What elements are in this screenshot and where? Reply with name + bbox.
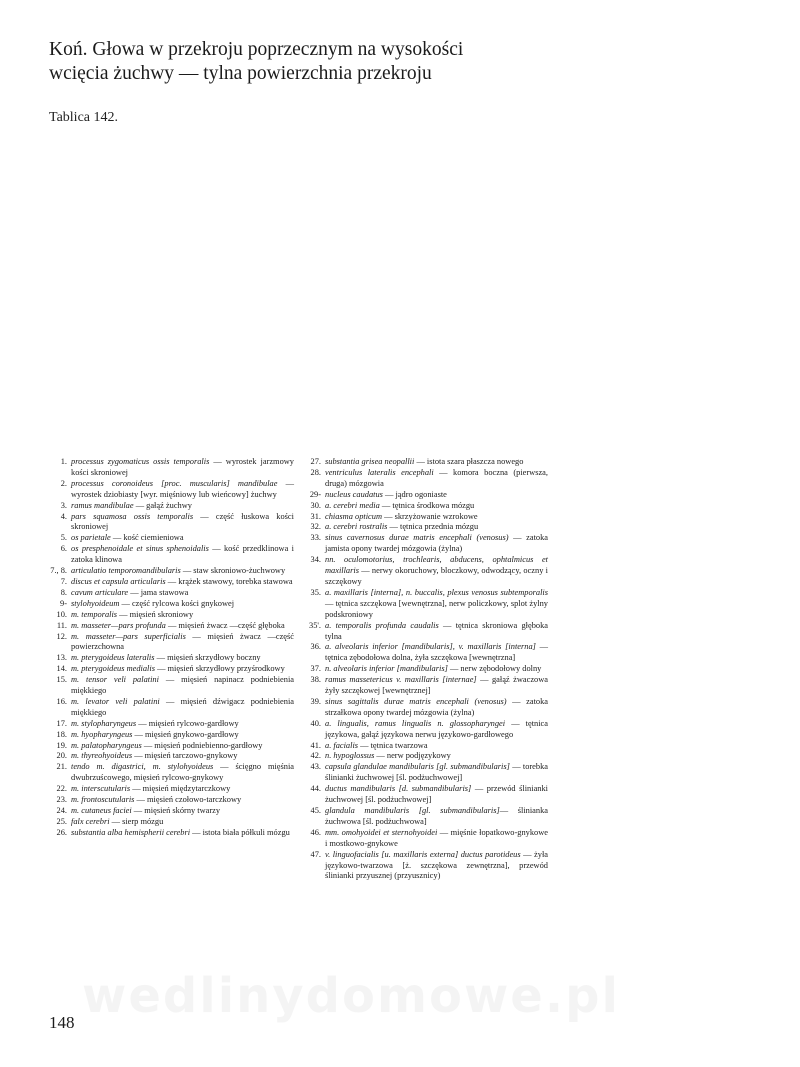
legend-polish-term: — zatoka jamista opony twardej mózgowia (żylna): [325, 533, 548, 554]
legend-polish-term: — tętnica twarzowa: [358, 740, 428, 750]
legend-entry: [304, 850, 548, 883]
legend-number: 40.: [310, 718, 321, 728]
legend-entry: [50, 479, 294, 501]
legend-polish-term: — nerw zębodołowy dolny: [447, 664, 542, 674]
legend-entry: [50, 751, 294, 762]
title-line-2: wcięcia żuchwy — tylna powierzchnia przekroju: [49, 63, 432, 84]
legend-latin-term: n. hypoglossus: [325, 751, 375, 761]
legend-entry: [50, 599, 294, 610]
legend-latin-term: ramus massetericus v. maxillaris [internae]: [325, 675, 477, 685]
legend-number: 22.: [56, 784, 67, 794]
legend-number: 35.: [310, 587, 321, 597]
legend-polish-term: — mięsień podniebienno-gardłowy: [141, 740, 263, 750]
legend-number: 15.: [56, 675, 67, 685]
legend-polish-term: — istota biała półkuli mózgu: [190, 827, 290, 837]
legend-polish-term: — mięsień międzytarczkowy: [130, 784, 231, 794]
legend-latin-term: m. hyopharyngeus: [71, 729, 133, 739]
legend-number: 46.: [310, 827, 321, 837]
legend-polish-term: — gałąź żuchwy: [133, 500, 192, 510]
legend-number: 34.: [310, 555, 321, 565]
legend-polish-term: — skrzyżowanie wzrokowe: [382, 511, 478, 521]
legend-polish-term: — tętnica zębodołowa dolna, żyła szczękowa [wewnętrzna]: [325, 642, 548, 663]
legend-polish-term: — torebka ślinianki żuchwowej [śl. podżuchwowej]: [325, 762, 548, 783]
legend-entry: [304, 490, 548, 501]
legend-entry: [50, 697, 294, 719]
legend-polish-term: — wyrostek jarzmowy kości skroniowej: [71, 457, 294, 477]
legend-entry: [304, 457, 548, 468]
legend-entry: [50, 741, 294, 752]
legend-number: 42.: [310, 751, 321, 761]
legend-latin-term: ventriculus lateralis encephali: [325, 467, 434, 477]
legend-polish-term: — mięsień skrzydłowy przyśrodkowy: [154, 664, 285, 674]
legend-latin-term: ramus mandibulae: [71, 500, 134, 510]
legend-latin-term: m. pterygoideus medialis: [71, 664, 155, 674]
legend-latin-term: mm. omohyoidei et sternohyoidei: [325, 827, 438, 837]
legend-number: 4.: [60, 511, 67, 521]
legend-number: 43.: [310, 762, 321, 772]
legend-entry: [50, 632, 294, 654]
legend-entry: [50, 501, 294, 512]
legend-polish-term: — nerwy okoruchowy, bloczkowy, odwodzący, oczny i szczękowy: [325, 566, 548, 586]
legend-latin-term: substantia grisea neopallii: [325, 457, 415, 466]
legend-number: 7.: [60, 576, 67, 586]
legend-polish-term: — staw skroniowo-żuchwowy: [180, 566, 286, 576]
legend-number: 19.: [56, 740, 67, 750]
legend-latin-term: sinus cavernosus durae matris encephali (venosus): [325, 533, 509, 543]
legend-latin-term: m. frontoscutularis: [71, 795, 135, 805]
legend-latin-term: v. linguofacialis [u. maxillaris externa] ductus parotideus: [325, 849, 521, 859]
legend-polish-term: — ślinianka żuchwowa [śl. podżuchwowa]: [325, 806, 548, 826]
legend-number: 44.: [310, 784, 321, 794]
legend-entry: [50, 828, 294, 839]
legend-entry: [304, 751, 548, 762]
legend-polish-term: — wyrostek dziobiasty [wyr. mięśniowy lub wieńcowy] żuchwy: [71, 478, 294, 499]
legend-number: 16.: [56, 696, 67, 706]
legend-entry: [304, 762, 548, 784]
legend-number: 21.: [56, 762, 67, 772]
legend-entry: [50, 544, 294, 566]
legend-polish-term: — mięsień żwacz —część głęboka: [165, 620, 285, 630]
legend-polish-term: — część rylcowa kości gnykowej: [119, 598, 235, 608]
legend-polish-term: — zatoka strzałkowa opony twardej mózgowia (żylna): [325, 696, 549, 717]
page-title: [49, 38, 749, 86]
legend-latin-term: m. interscutularis: [71, 784, 131, 794]
legend-number: 10.: [56, 609, 67, 619]
legend-number: 23.: [56, 795, 67, 805]
legend-latin-term: m. pterygoideus lateralis: [71, 653, 155, 663]
legend-polish-term: — przewód ślinianki żuchwowej [śl. podżuchwowej]: [325, 784, 548, 805]
legend-entry: [304, 697, 548, 719]
legend-number: 24.: [56, 806, 67, 815]
legend-number: 8.: [60, 587, 67, 597]
legend-entry: [50, 817, 294, 828]
legend-latin-term: a. lingualis, ramus lingualis n. glossopharyngei: [325, 718, 506, 728]
legend-polish-term: — tętnica szczękowa [wewnętrzna], nerw policzkowy, splot żylny podskroniowy: [325, 598, 548, 619]
plate-number: Tablica 142.: [49, 110, 118, 125]
legend-number: 27.: [310, 457, 321, 466]
legend-latin-term: glandula mandibularis [gl. submandibularis]: [325, 806, 500, 815]
legend-entry: [304, 664, 548, 675]
legend-entry: [50, 664, 294, 675]
legend-latin-term: a. cerebri media: [325, 500, 380, 510]
legend-entry: [304, 719, 548, 741]
legend-number: 1.: [60, 457, 67, 466]
legend-number: 33.: [310, 533, 321, 543]
legend-polish-term: — mięsień gnykowo-gardłowy: [132, 729, 239, 739]
legend-polish-term: — mięsień skórny twarzy: [131, 806, 221, 815]
legend-number: 41.: [310, 740, 321, 750]
legend-entry: [304, 621, 548, 643]
legend-latin-term: m. thyreohyoideus: [71, 751, 133, 761]
legend-entry: [304, 512, 548, 523]
legend-entry: [304, 522, 548, 533]
legend-number: 37.: [310, 664, 321, 674]
legend-number: 45.: [310, 806, 321, 815]
legend-number: 36.: [310, 642, 321, 652]
legend-polish-term: — mięsień rylcowo-gardłowy: [136, 718, 239, 728]
legend-number: 31.: [310, 511, 321, 521]
legend-entry: [50, 653, 294, 664]
watermark: [82, 968, 620, 1024]
legend-number: 11.: [56, 620, 67, 630]
legend-entry: [50, 512, 294, 534]
legend-latin-term: sinus sagittalis durae matris encephali (venosus): [325, 696, 507, 706]
legend-latin-term: a. maxillaris [interna], n. buccalis, plexus venosus subtemporalis: [325, 587, 548, 597]
legend-latin-term: os presphenoidale et sinus sphenoidalis: [71, 544, 209, 554]
legend-latin-term: m. levator veli palatini: [71, 696, 160, 706]
legend-number: 12.: [56, 631, 67, 641]
legend-polish-term: — mięsień czołowo-tarczkowy: [134, 795, 242, 805]
legend-number: 26.: [56, 827, 67, 837]
legend-entry: [304, 675, 548, 697]
legend-polish-term: — mięsień dźwigacz podniebienia miękkiego: [71, 696, 294, 717]
legend-entry: [50, 577, 294, 588]
legend-polish-term: — kość przedklinowa i zatoka klinowa: [71, 544, 294, 565]
legend-entry: [50, 457, 294, 479]
legend-latin-term: n. alveolaris inferior [mandibularis]: [325, 664, 448, 674]
legend-entry: [304, 555, 548, 588]
legend-polish-term: — mięsień skrzydłowy boczny: [154, 653, 261, 663]
legend-entry: [304, 642, 548, 664]
legend-latin-term: processus zygomaticus ossis temporalis: [71, 457, 210, 466]
legend-latin-term: nucleus caudatus: [325, 489, 383, 499]
legend-polish-term: — tętnica przednia mózgu: [387, 522, 479, 532]
legend-number: 2.: [60, 478, 67, 488]
legend-number: 28.: [310, 467, 321, 477]
legend-latin-term: m. tensor veli palatini: [71, 675, 159, 685]
legend-polish-term: — krążek stawowy, torebka stawowa: [165, 576, 293, 586]
legend-polish-term: — ścięgno mięśnia dwubrzuścowego, mięsień rylcowo-gnykowy: [71, 762, 294, 783]
legend-latin-term: m. masseter—pars profunda: [71, 620, 166, 630]
page-number: 148: [49, 1013, 75, 1032]
legend-entry: [304, 741, 548, 752]
legend-polish-term: — mięsień żwacz —część powierzchowna: [71, 631, 294, 652]
legend-latin-term: os parietale: [71, 533, 111, 543]
legend-entry: [50, 806, 294, 817]
legend-polish-term: — tętnica skroniowa głęboka tylna: [325, 620, 548, 641]
legend-latin-term: nn. oculomotorius, trochlearis, abducens, ophtalmicus et maxillaris: [325, 555, 548, 576]
legend-latin-term: m. temporalis: [71, 609, 118, 619]
legend-latin-term: a. cerebri rostralis: [325, 522, 388, 532]
legend-entry: [50, 621, 294, 632]
legend-latin-term: m. cutaneus faciei: [71, 806, 132, 815]
legend-latin-term: chiasma opticum: [325, 511, 382, 521]
legend-polish-term: — żyła językowo-twarzowa [ż. szczękowa zewnętrzna], przewód ślinianki przyusznej (przyusznicy): [325, 849, 549, 881]
legend-entry: [50, 762, 294, 784]
legend-entry: [304, 806, 548, 828]
legend-polish-term: — nerw podjęzykowy: [374, 751, 451, 761]
legend-column-right: [304, 457, 548, 882]
legend-latin-term: m. palatopharyngeus: [71, 740, 142, 750]
legend-number: 38.: [310, 675, 321, 685]
legend-polish-term: — tętnica środkowa mózgu: [379, 500, 475, 510]
legend-polish-term: — mięsień tarczowo-gnykowy: [132, 751, 238, 761]
title-line-1: Koń. Głowa w przekroju poprzecznym na wysokości: [49, 39, 464, 60]
legend-entry: [304, 468, 548, 490]
legend-entry: [50, 719, 294, 730]
legend-number: 14.: [56, 664, 67, 674]
legend-latin-term: m. masseter—pars superficialis: [71, 631, 186, 641]
legend-polish-term: — gałąź żwaczowa żyły szczękowej [wewnętrznej]: [325, 675, 548, 696]
legend-latin-term: a. temporalis profunda caudalis: [325, 620, 439, 630]
legend-latin-term: falx cerebri: [71, 816, 110, 826]
legend-polish-term: — jama stawowa: [128, 587, 189, 597]
legend-polish-term: — sierp mózgu: [109, 816, 164, 826]
legend-entry: [50, 588, 294, 599]
legend-number: 5.: [60, 533, 67, 543]
legend-polish-term: — część łuskowa kości skroniowej: [71, 511, 294, 532]
legend-polish-term: — istota szara płaszcza nowego: [414, 457, 524, 466]
legend-number: 9-: [60, 598, 67, 608]
legend-number: 25.: [56, 816, 67, 826]
legend-latin-term: cavum articulare: [71, 587, 129, 597]
legend-latin-term: processus coronoideus [proc. muscularis] mandibulae: [71, 478, 278, 488]
legend-polish-term: — tętnica językowa, gałąź językowa nerwu językowo-gardłowego: [325, 718, 548, 739]
legend-latin-term: pars squamosa ossis temporalis: [71, 511, 194, 521]
legend-entry: [304, 588, 548, 621]
legend-latin-term: a. facialis: [325, 740, 359, 750]
legend-number: 35'.: [309, 620, 321, 630]
legend-number: 6.: [60, 544, 67, 554]
legend-latin-term: stylohyoideum: [71, 598, 120, 608]
legend-entry: [50, 675, 294, 697]
legend-latin-term: m. stylopharyngeus: [71, 718, 137, 728]
legend-number: 30.: [310, 500, 321, 510]
legend-entry: [50, 610, 294, 621]
legend-latin-term: ductus mandibularis [d. submandibularis]: [325, 784, 472, 794]
legend-polish-term: — mięsień skroniowy: [117, 609, 194, 619]
legend-latin-term: articulatio temporomandibularis: [71, 566, 181, 576]
legend-number: 29-: [309, 489, 321, 499]
legend-entry: [50, 795, 294, 806]
legend-latin-term: discus et capsula articularis: [71, 576, 166, 586]
legend-number: 20.: [56, 751, 67, 761]
legend-entry: [50, 566, 294, 577]
legend-latin-term: substantia alba hemispherii cerebri: [71, 827, 191, 837]
legend-latin-term: a. alveolaris inferior [mandibularis], v. maxillaris [interna]: [325, 642, 536, 652]
legend-entry: [304, 501, 548, 512]
legend-number: 32.: [310, 522, 321, 532]
legend-number: 39.: [310, 696, 321, 706]
legend-entry: [304, 533, 548, 555]
legend-entry: [304, 828, 548, 850]
legend-polish-term: — mięsień napinacz podniebienia miękkiego: [71, 675, 294, 696]
legend-polish-term: — jądro ogoniaste: [382, 489, 447, 499]
legend-latin-term: capsula glandulae mandibularis [gl. submandibularis]: [325, 762, 510, 772]
legend-number: 17.: [56, 718, 67, 728]
legend-entry: [304, 784, 548, 806]
legend-column-left: [50, 457, 294, 839]
legend-polish-term: — komora boczna (pierwsza, druga) mózgowia: [325, 467, 548, 488]
legend-number: 3.: [60, 500, 67, 510]
legend-entry: [50, 784, 294, 795]
legend-number: 47.: [310, 849, 321, 859]
legend-entry: [50, 730, 294, 741]
legend-number: 13.: [56, 653, 67, 663]
legend-polish-term: — kość ciemieniowa: [110, 533, 184, 543]
legend-polish-term: — mięśnie łopatkowo-gnykowe i mostkowo-gnykowe: [325, 827, 548, 848]
legend-number: 7., 8.: [50, 566, 67, 576]
legend-entry: [50, 533, 294, 544]
legend-number: 18.: [56, 729, 67, 739]
legend-latin-term: tendo m. digastrici, m. stylohyoideus: [71, 762, 214, 772]
